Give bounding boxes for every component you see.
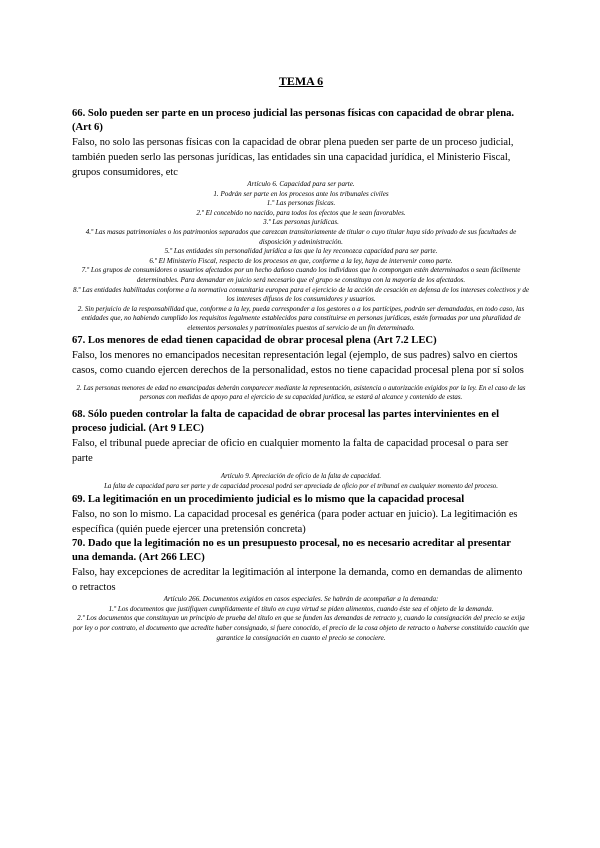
document-page — [72, 68, 530, 643]
citation-66-9: 7.º Los grupos de consumidores o usuarios afectados por un hecho dañoso cuando los individuos que lo compongan estén determinados o sean fácilmente determinables. Para demandar en juicio será necesario que el grupo se constituya con la mayoría de los afectados. — [81, 266, 521, 284]
question-66: 66. Solo pueden ser parte en un proceso judicial las personas físicas con capacidad de obrar plena. (Art 6) — [72, 108, 515, 133]
citation-66-5: 3.º Las personas jurídicas. — [263, 218, 339, 227]
citation-68-2: La falta de capacidad para ser parte y de capacidad procesal podrá ser apreciada de oficio por el tribunal en cualquier momento del proceso. — [104, 482, 498, 490]
answer-68: Falso, el tribunal puede apreciar de oficio en cualquier momento la falta de capacidad procesal o para ser parte — [72, 438, 509, 465]
citation-68-1: Artículo 9. Apreciación de oficio de la falta de capacidad. — [220, 473, 382, 481]
citation-66-1: Artículo 6. Capacidad para ser parte. — [247, 180, 355, 188]
question-70: 70. Dado que la legitimación no es un presupuesto procesal, no es necesario acreditar al presentar una demanda. (Art 266 LEC) — [72, 538, 511, 564]
citation-70-2: 1.º Los documentos que justifiquen cumplidamente el título en cuya virtud se piden alimentos, cuando éste sea el objeto de la demanda. — [108, 604, 494, 613]
citation-66-7: 5.º Las entidades sin personalidad jurídica a las que la ley reconozca capacidad para ser parte. — [164, 247, 438, 256]
citation-66-4: 2.º El concebido no nacido, para todos los efectos que le sean favorables. — [196, 208, 406, 217]
answer-67: Falso, los menores no emancipados necesitan representación legal (ejemplo, de sus padres) salvo en ciertos casos, como cuando ejercen derechos de la personalidad, estos no tiene capacidad procesal plena por sí solos — [72, 349, 524, 376]
citation-66-6: 4.º Las masas patrimoniales o los patrimonios separados que carezcan transitoriamente de titular o cuyo titular haya sido privado de sus facultades de disposición y administración. — [85, 227, 517, 246]
citation-67-1: 2. Las personas menores de edad no emancipadas deberán comparecer mediante la representación, asistencia o autorización exigidos por la ley. En el caso de las personas con medidas de apoyo para el ejercicio de su capacidad jurídica, se estará al alcance y contenido de estas. — [76, 384, 526, 401]
question-69: 69. La legitimación en un procedimiento judicial es lo mismo que la capacidad procesal — [72, 494, 465, 506]
citation-66-10: 8.º Las entidades habilitadas conforme a la normativa comunitaria europea para el ejercicio de la acción de cesación en defensa de los intereses colectivos y de los intereses difusos de los consumidores y usuarios. — [72, 285, 530, 304]
citation-66-11: 2. Sin perjuicio de la responsabilidad que, conforme a la ley, pueda corresponder a los gestores o a los partícipes, podrán ser demandadas, en todo caso, las entidades que, no habiendo cumplido los requisitos legalmente establecidos para constituirse en personas jurídicas, estén formadas por una pluralidad de elementos personales y patrimoniales puestos al servicio de un fin determinado. — [77, 304, 525, 332]
citation-70-3: 2.º Los documentos que constituyan un principio de prueba del título en que se funden las demandas de retracto y, cuando la consignación del precio se exija por ley o por contrato, el documento que acredite haber consignado, si fuere conocido, el precio de la cosa objeto de retracto o haberse constituido caución que garantice la consignación en cuanto el precio se conociere. — [72, 614, 530, 642]
citation-66-3: 1.º Las personas físicas. — [266, 199, 336, 208]
citation-70-1: Artículo 266. Documentos exigidos en casos especiales. Se habrán de acompañar a la demanda: — [163, 595, 439, 604]
page-title: TEMA 6 — [278, 74, 324, 88]
answer-66: Falso, no solo las personas físicas con la capacidad de obrar plena pueden ser parte de un proceso judicial, también pueden serlo las personas jurídicas, las entidades sin una capacidad jurídica, el Ministerio Fiscal, grupos consumidores, etc — [72, 137, 514, 178]
citation-66-8: 6.º El Ministerio Fiscal, respecto de los procesos en que, conforme a la ley, haya de intervenir como parte. — [149, 256, 453, 265]
answer-70: Falso, hay excepciones de acreditar la legitimación al interpone la demanda, como en demandas de alimento o retractos — [72, 567, 523, 594]
question-68: 68. Sólo pueden controlar la falta de capacidad de obrar procesal las partes intervinientes en el proceso judicial. (Art 9 LEC) — [72, 409, 500, 435]
question-67: 67. Los menores de edad tienen capacidad de obrar procesal plena (Art 7.2 LEC) — [72, 334, 437, 346]
answer-69: Falso, no son lo mismo. La capacidad procesal es genérica (para poder actuar en juicio). La legitimación es específica (quién puede ejercer una pretensión concreta) — [72, 509, 518, 536]
citation-66-2: 1. Podrán ser parte en los procesos ante los tribunales civiles — [213, 189, 389, 198]
